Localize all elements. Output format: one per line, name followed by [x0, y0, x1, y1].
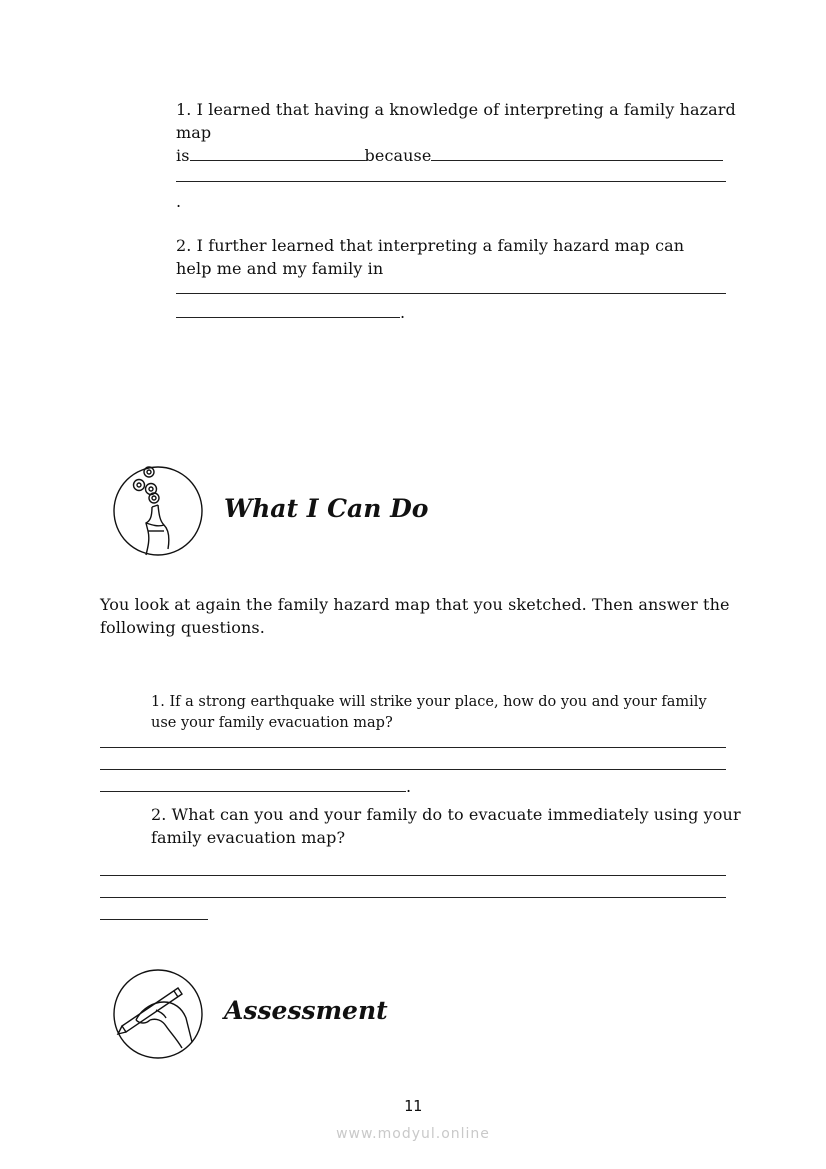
item1-word-because: because [364, 146, 432, 165]
item1-answer-row [176, 145, 723, 167]
page-number: 11 [403, 1097, 423, 1115]
q1-end-mark: . [406, 777, 412, 796]
item2-answer-line-1[interactable] [176, 293, 726, 294]
q2-answer-line-2[interactable] [100, 897, 726, 898]
question1-line1: 1. If a strong earthquake will strike your place, how do you and your family [151, 694, 707, 710]
q1-answer-line-1[interactable] [100, 747, 726, 748]
what-i-can-do-title: What I Can Do [224, 494, 429, 523]
item1-blank-1[interactable] [190, 147, 365, 161]
question2-line2: family evacuation map? [151, 828, 346, 847]
intro-text-line1: You look at again the family hazard map that you sketched. Then answer the [100, 595, 730, 614]
item2-answer-line-2[interactable] [176, 317, 400, 318]
item1-text-line1: 1. I learned that having a knowledge of interpreting a family hazard [176, 100, 736, 119]
item1-text-line2: map [176, 123, 212, 142]
item1-answer-line[interactable] [176, 181, 726, 182]
item1-blank-2[interactable] [431, 147, 723, 161]
q2-answer-line-3[interactable] [100, 919, 208, 920]
item2-text-line2: help me and my family in [176, 259, 384, 278]
hand-with-gears-icon [112, 465, 204, 557]
item1-end-mark: . [176, 192, 182, 211]
hand-writing-pencil-icon [112, 968, 204, 1060]
question1-line2: use your family evacuation map? [151, 715, 393, 731]
item1-word-is: is [176, 146, 190, 165]
q1-answer-line-3[interactable] [100, 791, 406, 792]
intro-text-line2: following questions. [100, 618, 265, 637]
q1-answer-line-2[interactable] [100, 769, 726, 770]
watermark: www.modyul.online [336, 1126, 490, 1142]
q2-answer-line-1[interactable] [100, 875, 726, 876]
item2-text-line1: 2. I further learned that interpreting a family hazard map can [176, 236, 685, 255]
question2-line1: 2. What can you and your family do to evacuate immediately using your [151, 805, 741, 824]
item2-end-mark: . [400, 303, 406, 322]
assessment-title: Assessment [224, 996, 388, 1025]
